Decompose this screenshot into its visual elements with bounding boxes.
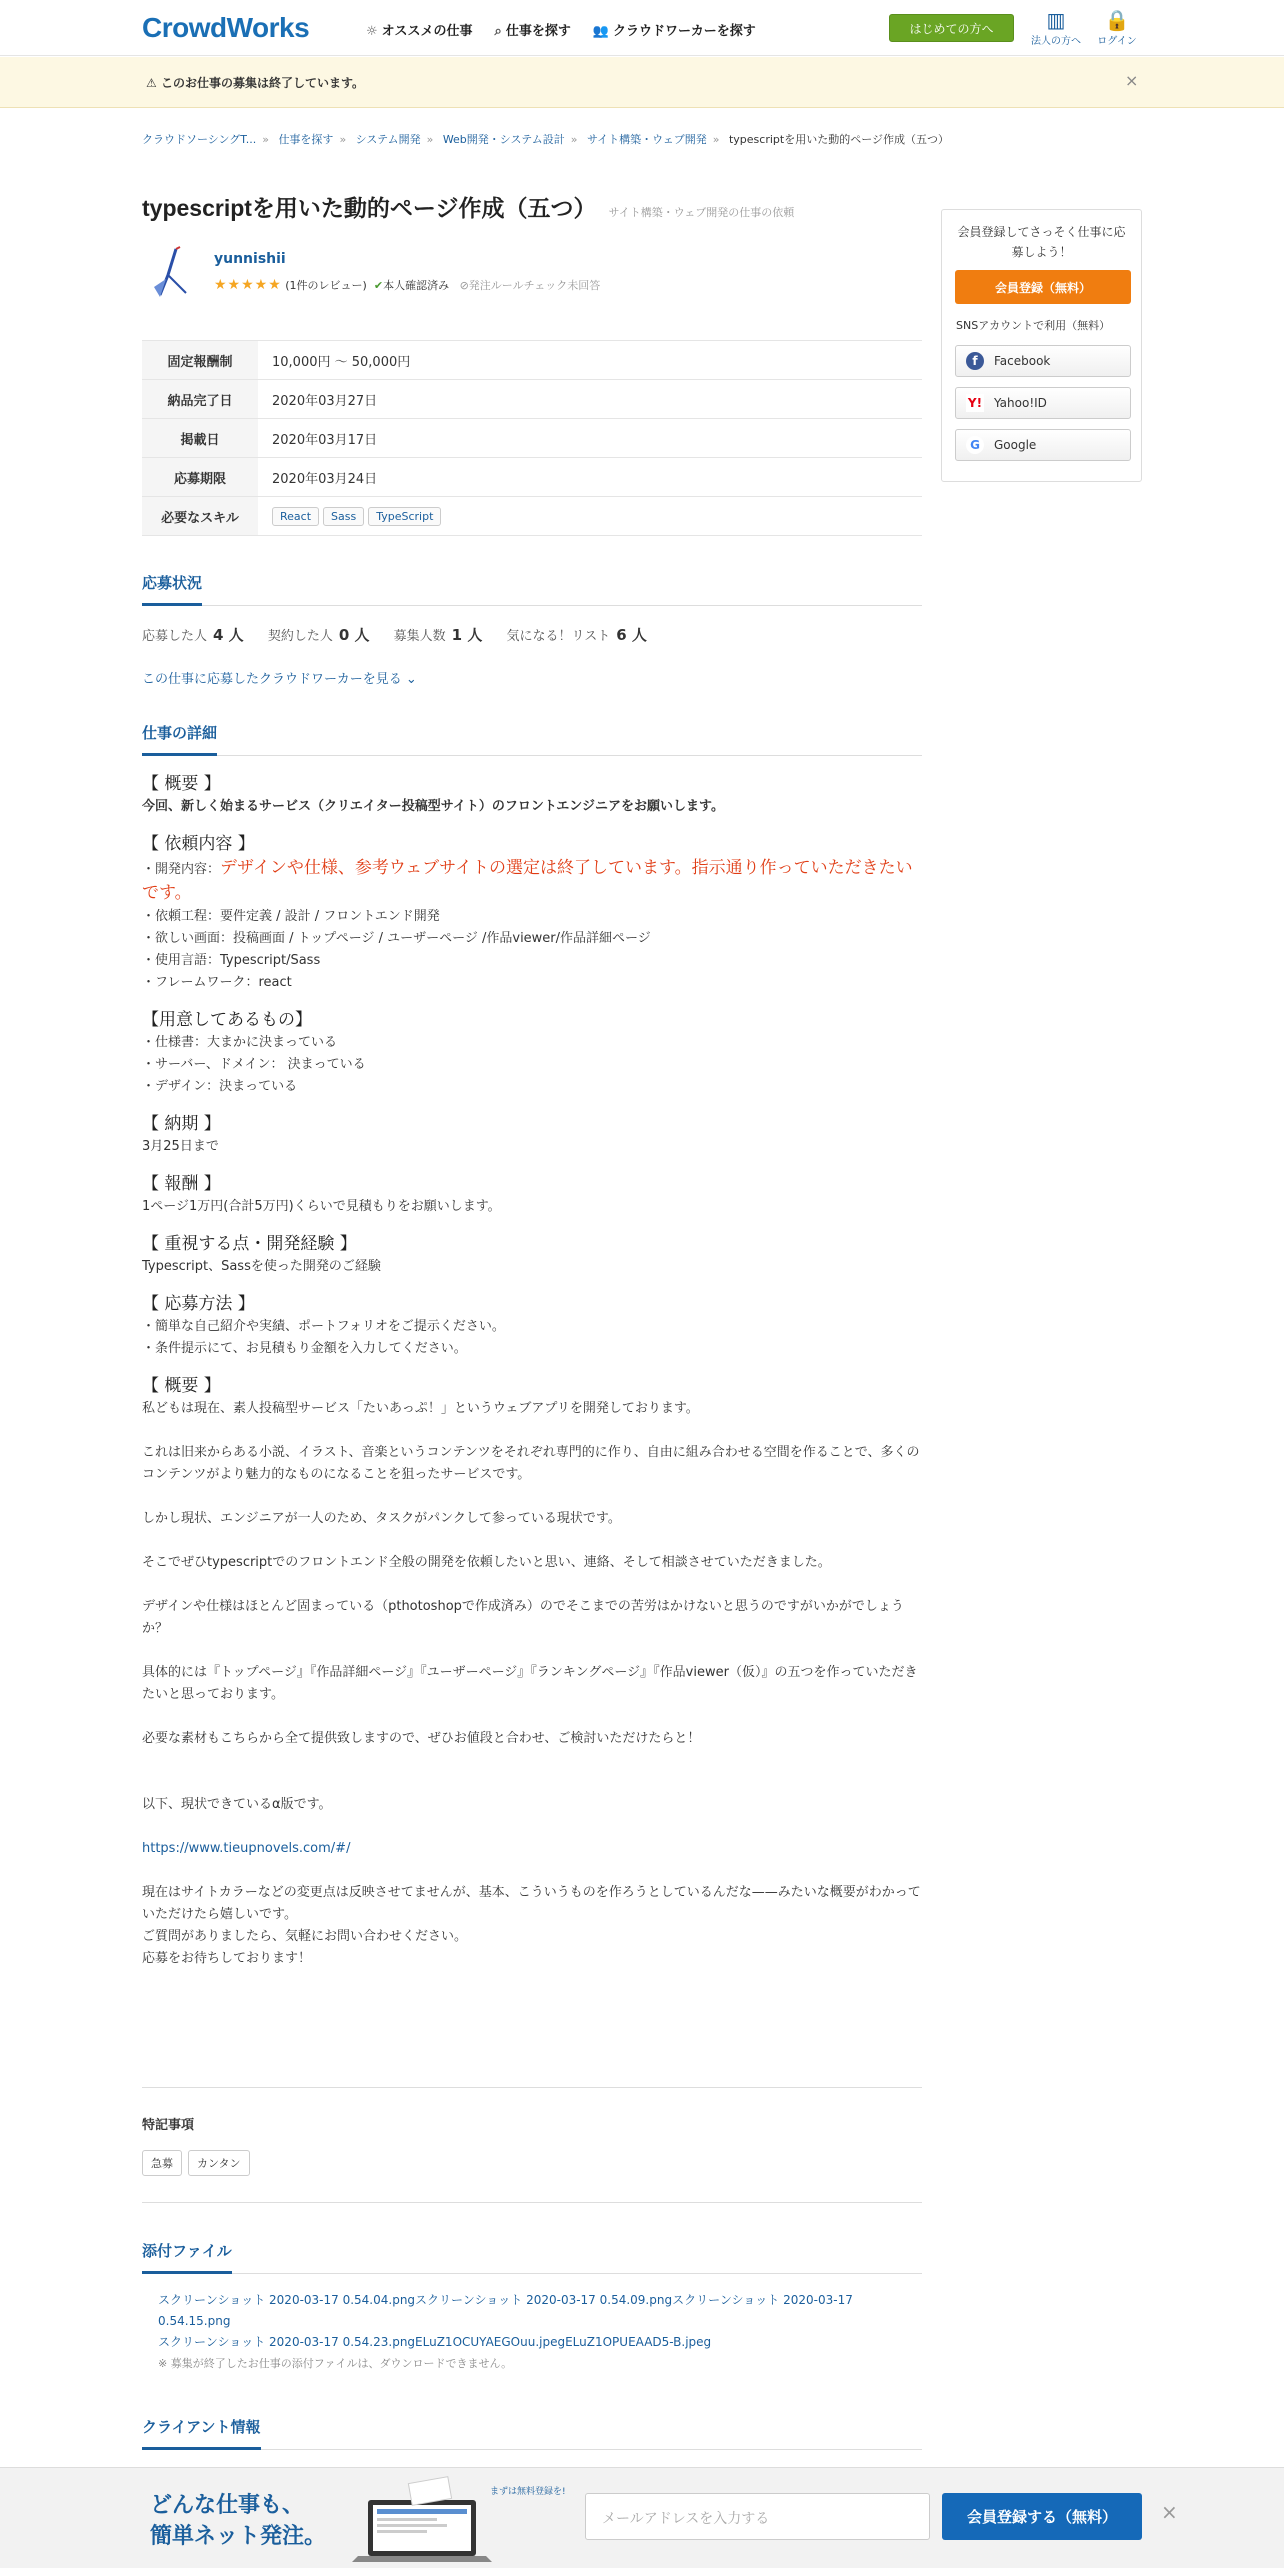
skill-tag[interactable]: TypeScript: [368, 507, 441, 526]
client-summary: [142, 245, 922, 305]
attachment-note: ※ 募集が終了したお仕事の添付ファイルは、ダウンロードできません。: [158, 2357, 513, 2370]
site-header: [0, 0, 1284, 56]
start-guide-button[interactable]: はじめての方へ: [889, 14, 1014, 42]
files-section-heading: 添付ファイル: [142, 2240, 922, 2274]
feature-tag: 急募: [142, 2150, 182, 2176]
crowdworks-logo[interactable]: CrowdWorks: [142, 12, 310, 43]
rule-icon: ⊘: [459, 279, 469, 292]
users-icon: 👥: [592, 24, 610, 39]
table-row: 必要なスキル React Sass TypeScript: [142, 497, 922, 536]
client-info-heading: クライアント情報: [142, 2416, 922, 2450]
chevron-down-icon: ⌄: [405, 672, 417, 687]
laptop-illustration: [340, 2476, 566, 2564]
signup-sidebar: [941, 209, 1142, 482]
check-icon: ✔: [373, 279, 384, 292]
special-notes-label: 特記事項: [142, 2118, 195, 2133]
facebook-icon: f: [966, 352, 984, 370]
status-section-heading: 応募状況: [142, 572, 922, 606]
recruit-count: 1 人: [451, 626, 483, 644]
close-footer-button[interactable]: ×: [1161, 2500, 1178, 2524]
nav-find-jobs[interactable]: ⌕ 仕事を探す: [494, 24, 571, 39]
google-icon: G: [966, 436, 984, 454]
divider: [142, 2202, 922, 2203]
yahoo-login-button[interactable]: Y! Yahoo!ID: [955, 387, 1131, 419]
sns-label: SNSアカウントで利用（無料）: [956, 319, 1111, 332]
footer-tagline: どんな仕事も、 簡単ネット発注。: [150, 2493, 327, 2549]
alpha-site-link[interactable]: https://www.tieupnovels.com/#/: [142, 1841, 351, 1856]
footer-register-button[interactable]: 会員登録する（無料）: [942, 2493, 1142, 2540]
table-row: 納品完了日 2020年03月27日: [142, 380, 922, 419]
table-row: 応募期限 2020年03月24日: [142, 458, 922, 497]
job-info-table: [142, 340, 922, 536]
attachment-link[interactable]: スクリーンショット 2020-03-17 0.54.04.pngスクリーンショット 2020-03-17 0.54.09.pngスクリーンショット 2020-03-17 0.54.15.png: [158, 2293, 853, 2328]
warning-icon: ⚠: [146, 76, 161, 90]
job-description: 【 概要 】 今回、新しく始まるサービス（クリエイター投稿型サイト）のフロントエンジニアをお願いします。 【 依頼内容 】 ・開発内容：デザインや仕様、参考ウェブサイトの選定は終了しています。指示通り作っていただきたいです。 ・依頼工程：要件定義 / 設計 / フロントエンド開発 ・欲しい画面：投稿画面 / トップページ / ユーザーページ /作品viewer/作品詳細ページ ・使用言語：Typescript/Sass ・フレームワーク：react 【用意してあるもの】 ・仕様書：大まかに決まっている ・サーバー、ドメイン： 決まっている ・デザイン：決まっている 【 納期 】 3月25日まで 【 報酬 】 1ページ1万円(合計5万円)くらいで見積もりをお願いします。 【 重視する点・開発経験 】 Typescript、Sassを使った開発のご経験 【 応募方法 】 ・簡単な自己紹介や実績、ポートフォリオをご提示ください。 ・条件提示にて、お見積もり金額を入力してください。 【 概要 】 私どもは現在、素人投稿型サービス「たいあっぷ！」というウェブアプリを開発しております。 これは旧来からある小説、イラスト、音楽というコンテンツをそれぞれ専門的に作り、自由に組み合わせる空間を作ることで、多くのコンテンツがより魅力的なものになることを狙ったサービスです。 しかし現状、エンジニアが一人のため、タスクがパンクして参っている現状です。 そこでぜひtypescriptでのフロントエンド全般の開発を依頼したいと思い、連絡、そして相談させていただきました。 デザインや仕様はほとんど固まっている（pthotoshopで作成済み）のでそこまでの苦労はかけないと思うのですがいかがでしょうか？ 具体的には『トップページ』『作品詳細ページ』『ユーザーページ』『ランキングページ』『作品viewer（仮）』の五つを作っていただきたいと思っております。 必要な素材もこちらから全て提供致しますので、ぜひお値段と合わせ、ご検討いただけたらと！ 以下、現状できているα版です。 https://www.tieupnovels.com/#/ 現在はサイトカラーなどの変更点は反映させてませんが、基本、こういうものを作ろうとしているんだな——みたいな概要がわかっていただけたら嬉しいです。 ご質問がありましたら、気軽にお問い合わせください。 応募をお待ちしております！: [142, 774, 921, 1966]
table-row: 固定報酬制 10,000円 〜 50,000円: [142, 341, 922, 380]
rating-stars: ★★★★★: [214, 277, 282, 293]
yahoo-icon: Y!: [967, 396, 983, 410]
page-subtitle: サイト構築・ウェブ開発の仕事の依頼: [608, 207, 795, 219]
nav-find-workers[interactable]: 👥 クラウドワーカーを探す: [592, 24, 756, 39]
close-notice-button[interactable]: ×: [1125, 71, 1139, 90]
attachment-link[interactable]: スクリーンショット 2020-03-17 0.54.23.pngELuZ1OCUYAEGOuu.jpegELuZ1OPUEAAD5-B.jpeg: [158, 2335, 712, 2349]
main-nav: [366, 20, 756, 39]
svg-text:まずは無料登録を!: まずは無料登録を!: [490, 2487, 566, 2497]
table-row: 掲載日 2020年03月17日: [142, 419, 922, 458]
skill-tag[interactable]: React: [272, 507, 319, 526]
facebook-login-button[interactable]: f Facebook: [955, 345, 1131, 377]
rule-check-status: 発注ルールチェック未回答: [468, 279, 601, 292]
building-icon: ▥: [1046, 8, 1066, 32]
search-icon: ⌕: [494, 24, 502, 39]
breadcrumb-item[interactable]: サイト構築・ウェブ開発: [586, 133, 707, 146]
details-section-heading: 仕事の詳細: [142, 722, 922, 756]
breadcrumb-item[interactable]: クラウドソーシングT...: [142, 133, 257, 146]
client-name[interactable]: yunnishii: [214, 251, 286, 267]
signup-prompt: 会員登録してさっそく仕事に応募しよう！: [957, 225, 1126, 259]
login-link[interactable]: 🔒 ログイン: [1087, 8, 1147, 47]
closed-notice: ⚠ このお仕事の募集は終了しています。 ×: [0, 57, 1284, 108]
breadcrumb-item[interactable]: システム開発: [355, 133, 421, 146]
nav-recommended[interactable]: ☼ オススメの仕事: [366, 24, 473, 39]
attachment-list: [158, 2290, 922, 2374]
special-tags: [142, 2150, 256, 2176]
google-login-button[interactable]: G Google: [955, 429, 1131, 461]
signup-footer-bar: [0, 2467, 1284, 2568]
lock-icon: 🔒: [1104, 8, 1130, 32]
lightbulb-icon: ☼: [366, 24, 378, 39]
see-applicants-link[interactable]: この仕事に応募したクラウドワーカーを見る ⌄: [142, 672, 417, 687]
page-title: typescriptを用いた動的ページ作成（五つ） サイト構築・ウェブ開発の仕事の依頼: [142, 195, 795, 221]
job-main: [142, 190, 922, 2436]
favorite-count: 6 人: [616, 626, 647, 644]
skill-tag[interactable]: Sass: [323, 507, 364, 526]
breadcrumb-item[interactable]: Web開発・システム設計: [442, 133, 565, 146]
contracted-count: 0 人: [338, 626, 370, 644]
divider: [142, 2087, 922, 2088]
identity-verified: 本人確認済み: [383, 279, 450, 292]
breadcrumb-item[interactable]: 仕事を探す: [278, 133, 334, 146]
client-avatar[interactable]: [146, 245, 196, 303]
review-count[interactable]: (1件のレビュー): [285, 279, 367, 292]
application-stats: 応募した人 4 人 契約した人 0 人 募集人数 1 人 気になる！リスト 6 人: [142, 626, 647, 644]
breadcrumb: クラウドソーシングT... » 仕事を探す » システム開発 » Web開発・システム設計 » サイト構築・ウェブ開発 » typescriptを用いた動的ページ作成（五つ）: [142, 133, 949, 146]
register-button[interactable]: 会員登録（無料）: [955, 270, 1131, 304]
breadcrumb-current: typescriptを用いた動的ページ作成（五つ）: [728, 133, 949, 146]
highlight-text: デザインや仕様、参考ウェブサイトの選定は終了しています。指示通り作っていただきたいです。: [142, 858, 913, 903]
email-input[interactable]: メールアドレスを入力する: [585, 2493, 930, 2540]
feature-tag: カンタン: [188, 2150, 250, 2176]
corporate-link[interactable]: ▥ 法人の方へ: [1026, 8, 1086, 47]
applied-count: 4 人: [213, 626, 244, 644]
